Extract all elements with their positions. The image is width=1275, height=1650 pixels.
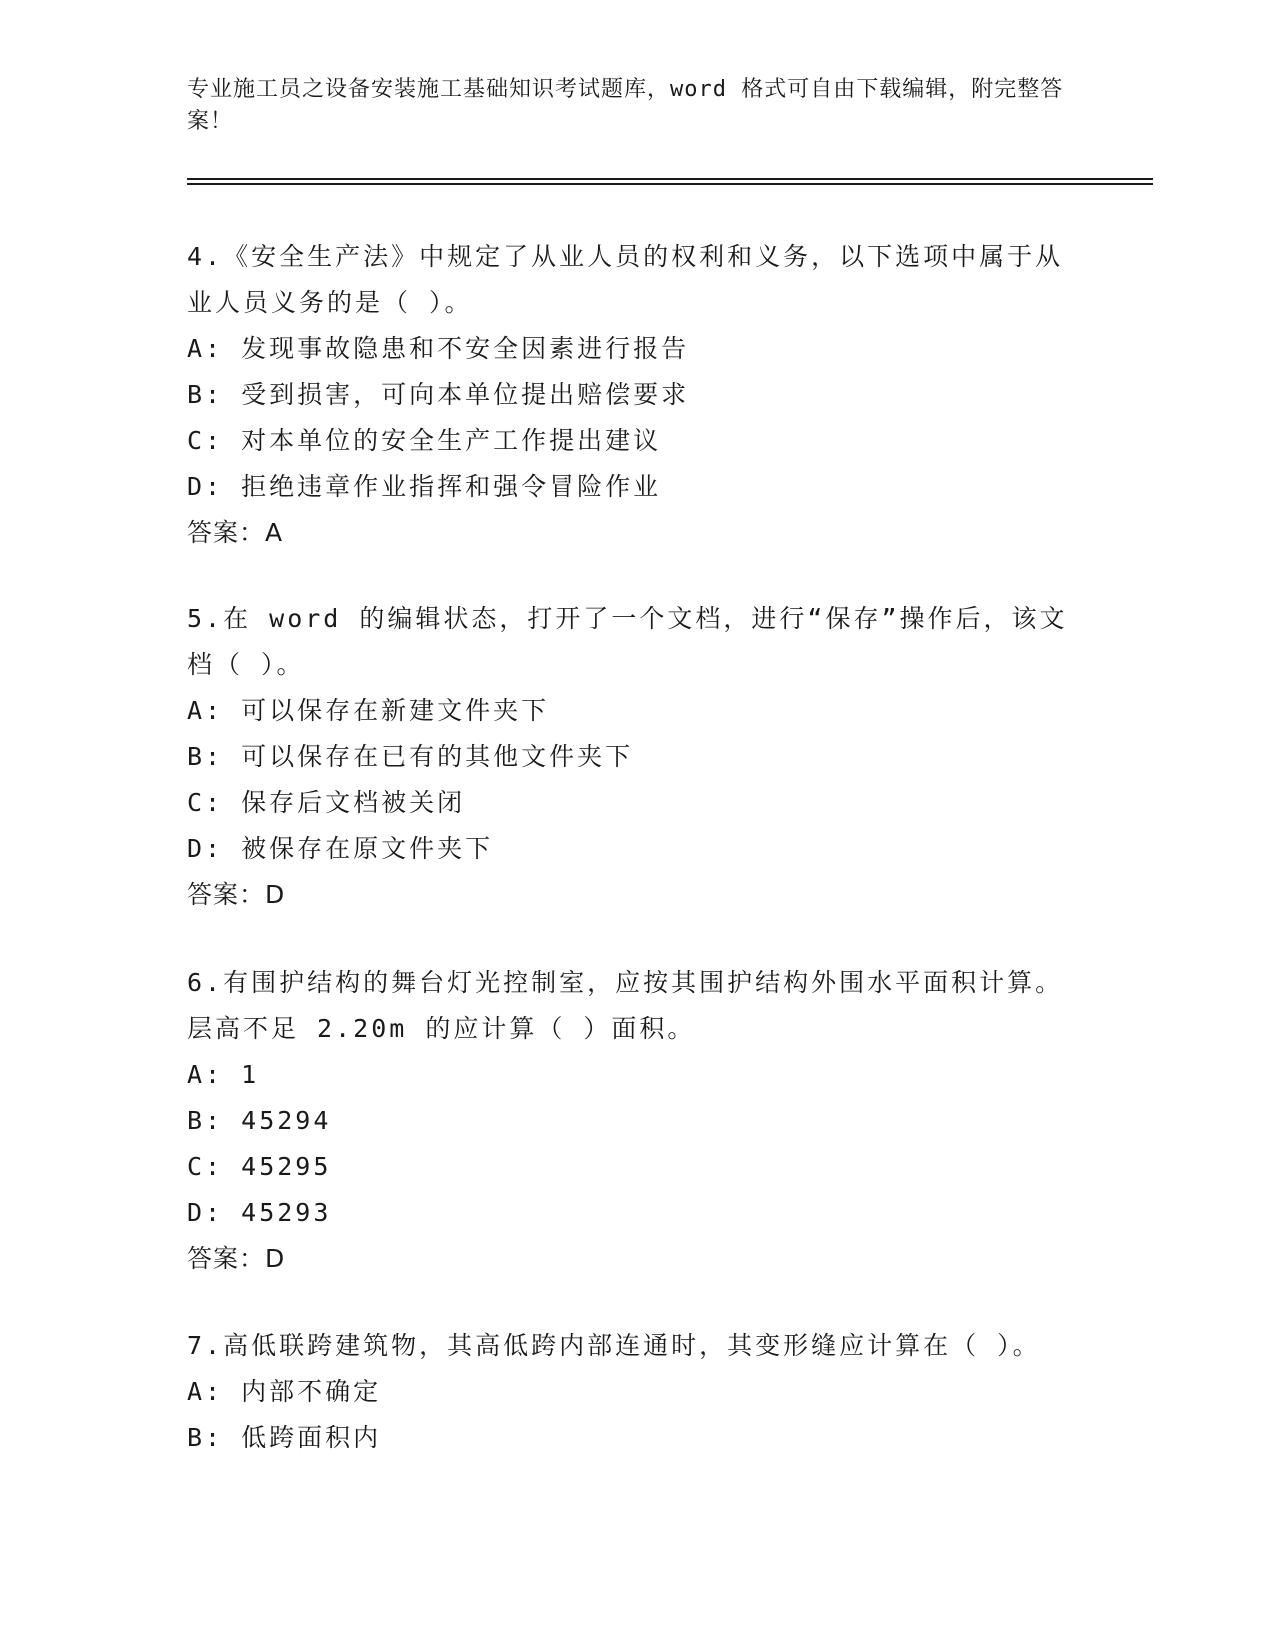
question-stem: 7.高低联跨建筑物，其高低跨内部连通时，其变形缝应计算在（ ）。: [187, 1331, 1041, 1360]
question-7: [187, 1323, 1087, 1461]
option-a: A: 1: [187, 1060, 260, 1089]
option-a: A: 发现事故隐患和不安全因素进行报告: [187, 334, 690, 363]
header-divider-bottom: [187, 183, 1153, 185]
option-c: C: 对本单位的安全生产工作提出建议: [187, 426, 662, 455]
option-c: C: 45295: [187, 1152, 332, 1181]
option-a: A: 可以保存在新建文件夹下: [187, 696, 550, 725]
question-stem: 5.在 word 的编辑状态，打开了一个文档，进行“保存”操作后，该文档（ ）。: [187, 604, 1068, 679]
answer-line: 答案：D: [187, 880, 286, 909]
option-b: B: 可以保存在已有的其他文件夹下: [187, 742, 634, 771]
option-c: C: 保存后文档被关闭: [187, 788, 466, 817]
option-b: B: 受到损害，可向本单位提出赔偿要求: [187, 380, 690, 409]
answer-line: 答案：D: [187, 1244, 286, 1273]
header-divider-top: [187, 178, 1153, 180]
option-d: D: 拒绝违章作业指挥和强令冒险作业: [187, 472, 662, 501]
option-b: B: 低跨面积内: [187, 1423, 382, 1452]
question-stem: 6.有围护结构的舞台灯光控制室，应按其围护结构外围水平面积计算。层高不足 2.20m 的应计算（ ）面积。: [187, 968, 1064, 1043]
option-b: B: 45294: [187, 1106, 332, 1135]
question-4: [187, 234, 1087, 556]
option-d: D: 45293: [187, 1198, 332, 1227]
option-a: A: 内部不确定: [187, 1377, 382, 1406]
question-stem: 4.《安全生产法》中规定了从业人员的权利和义务，以下选项中属于从业人员义务的是（ ）。: [187, 242, 1064, 317]
question-6: [187, 960, 1087, 1282]
document-header: 专业施工员之设备安装施工基础知识考试题库，word 格式可自由下载编辑，附完整答案！: [187, 77, 1064, 134]
option-d: D: 被保存在原文件夹下: [187, 834, 494, 863]
answer-line: 答案：A: [187, 518, 284, 547]
question-5: [187, 596, 1087, 918]
